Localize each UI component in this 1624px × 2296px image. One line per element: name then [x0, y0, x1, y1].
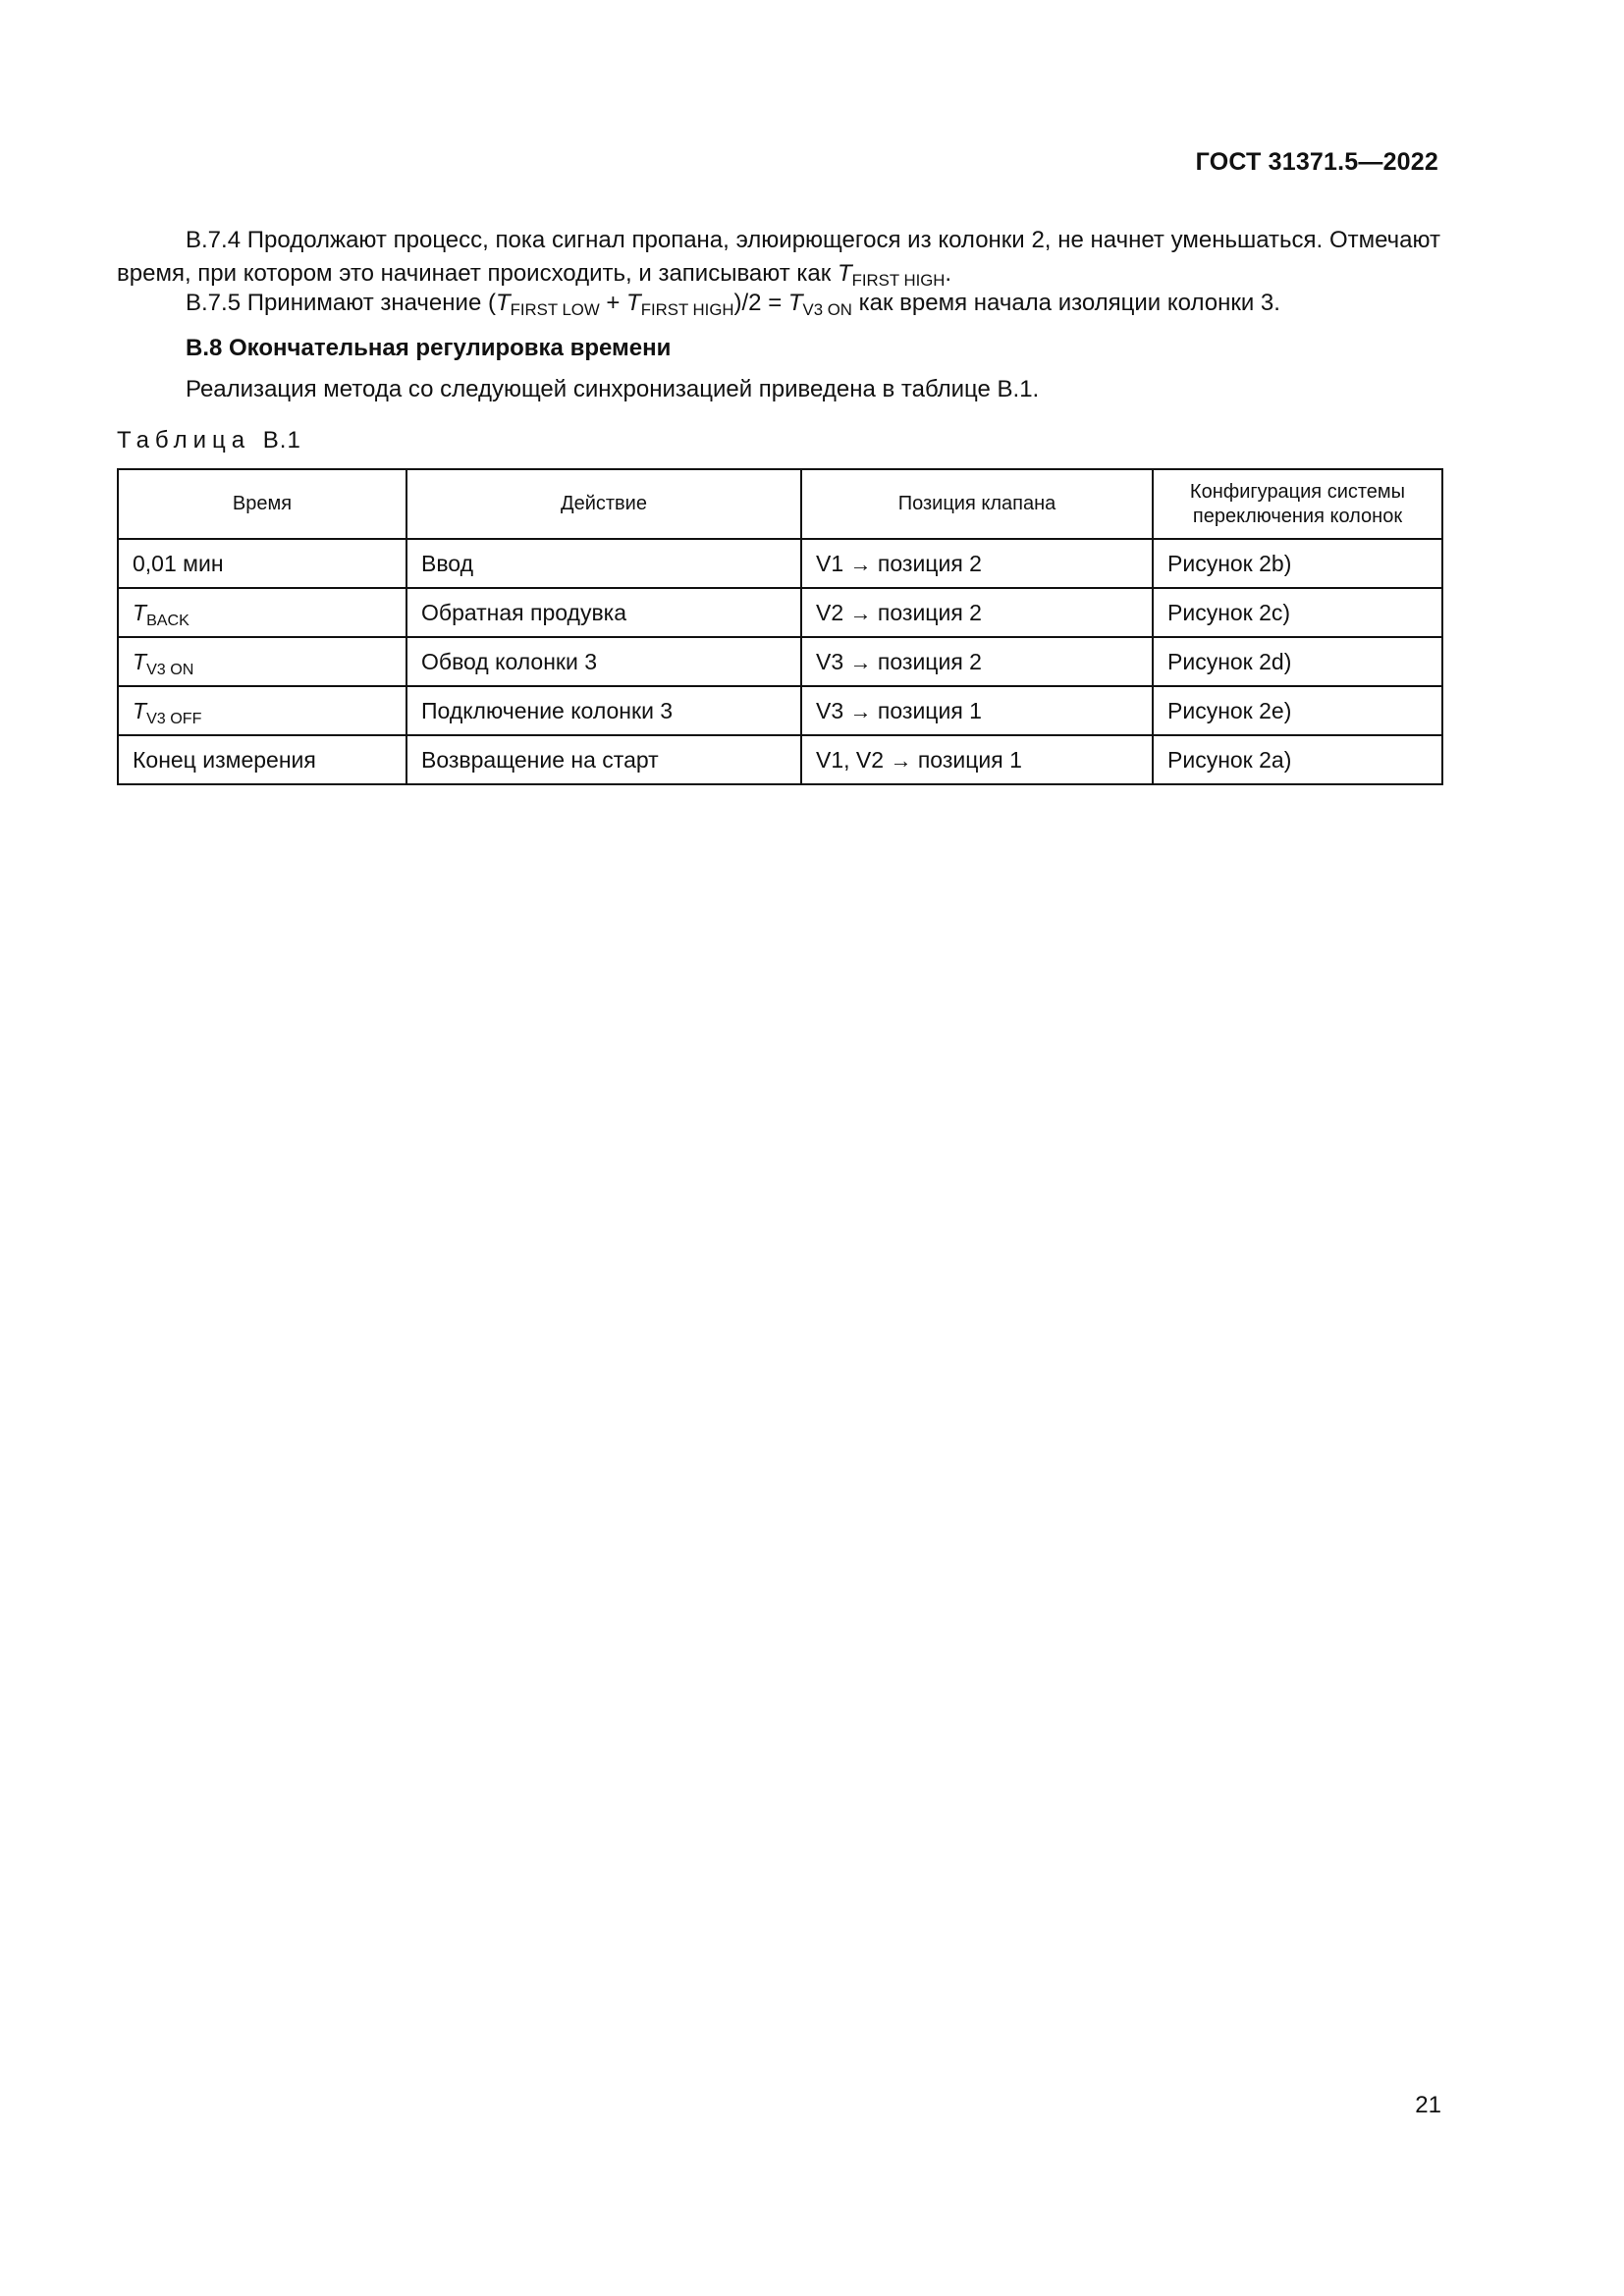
cell-time — [118, 735, 406, 784]
time-sub: V3 ON — [146, 660, 194, 678]
time-var: T — [133, 697, 147, 723]
time-var: T — [133, 599, 147, 625]
plus-sign: + — [599, 290, 627, 316]
paragraph-b8: Реализация метода со следующей синхронизацией приведена в таблице В.1. — [186, 376, 1040, 402]
valve-name: V1 — [816, 550, 844, 576]
cell-time — [118, 539, 406, 588]
time-sub: V3 OFF — [146, 709, 202, 727]
paragraph-b75-lead: В.7.5 Принимают значение ( — [186, 290, 496, 316]
position-text: позиция 2 — [877, 599, 982, 625]
cell-valve-position — [801, 588, 1153, 637]
table-row — [118, 539, 1442, 588]
cell-action: Возвращение на старт — [406, 735, 801, 784]
var-t: T — [837, 260, 852, 287]
position-text: позиция 2 — [877, 550, 982, 576]
table-caption — [117, 427, 301, 454]
time-sub: BACK — [146, 611, 189, 629]
section-heading-b8: В.8 Окончательная регулировка времени — [186, 335, 672, 361]
position-text: позиция 1 — [917, 746, 1022, 773]
header-action: Действие — [406, 469, 801, 539]
cell-action: Обвод колонки 3 — [406, 637, 801, 686]
cell-valve-position — [801, 637, 1153, 686]
cell-time — [118, 588, 406, 637]
table-row — [118, 686, 1442, 735]
time-text: 0,01 мин — [133, 550, 224, 576]
formula-middle: )/2 = — [733, 290, 788, 316]
subscript-first-high: FIRST HIGH — [851, 271, 946, 290]
cell-valve-position — [801, 539, 1153, 588]
table-row — [118, 735, 1442, 784]
var-t-1: T — [495, 290, 511, 316]
arrow-right-icon: → — [849, 551, 872, 576]
paragraph-b74 — [117, 224, 1440, 291]
period: . — [945, 260, 952, 287]
table-caption-word: Таблица — [117, 427, 251, 454]
cell-configuration: Рисунок 2b) — [1153, 539, 1442, 588]
header-configuration: Конфигурация системы переключения колонок — [1153, 469, 1442, 539]
table-row — [118, 588, 1442, 637]
paragraph-b75 — [117, 287, 1440, 320]
cell-valve-position — [801, 735, 1153, 784]
subscript-first-high-2: FIRST HIGH — [640, 300, 734, 319]
valve-name: V2 — [816, 599, 844, 625]
page-number: 21 — [1415, 2092, 1441, 2118]
cell-action: Подключение колонки 3 — [406, 686, 801, 735]
time-var: T — [133, 648, 147, 674]
standard-code-header: ГОСТ 31371.5—2022 — [1195, 148, 1438, 176]
cell-action: Обратная продувка — [406, 588, 801, 637]
paragraph-b74-text: В.7.4 Продолжают процесс, пока сигнал пропана, элюирющегося из колонки 2, не начнет уменьшаться. Отмечают время, при котором это начинает происходить, и записывают как — [117, 227, 1440, 287]
var-t-3: T — [787, 290, 803, 316]
arrow-right-icon: → — [849, 649, 872, 674]
table-caption-number: В.1 — [262, 427, 301, 454]
arrow-right-icon: → — [849, 600, 872, 625]
time-text: Конец измерения — [133, 746, 316, 773]
var-t-2: T — [626, 290, 641, 316]
arrow-right-icon: → — [849, 698, 872, 723]
cell-configuration: Рисунок 2a) — [1153, 735, 1442, 784]
cell-time — [118, 637, 406, 686]
position-text: позиция 1 — [877, 697, 982, 723]
paragraph-b75-end: как время начала изоляции колонки 3. — [851, 290, 1280, 316]
timing-table — [117, 468, 1443, 785]
header-valve-position: Позиция клапана — [801, 469, 1153, 539]
cell-configuration: Рисунок 2c) — [1153, 588, 1442, 637]
valve-name: V3 — [816, 697, 844, 723]
valve-name: V3 — [816, 648, 844, 674]
cell-action: Ввод — [406, 539, 801, 588]
header-time: Время — [118, 469, 406, 539]
valve-name: V1, V2 — [816, 746, 885, 773]
arrow-right-icon: → — [890, 747, 912, 773]
cell-configuration: Рисунок 2d) — [1153, 637, 1442, 686]
table-row — [118, 637, 1442, 686]
table-header-row — [118, 469, 1442, 539]
position-text: позиция 2 — [877, 648, 982, 674]
cell-valve-position — [801, 686, 1153, 735]
cell-configuration: Рисунок 2e) — [1153, 686, 1442, 735]
subscript-v3-on: V3 ON — [802, 300, 852, 319]
subscript-first-low: FIRST LOW — [510, 300, 600, 319]
cell-time — [118, 686, 406, 735]
